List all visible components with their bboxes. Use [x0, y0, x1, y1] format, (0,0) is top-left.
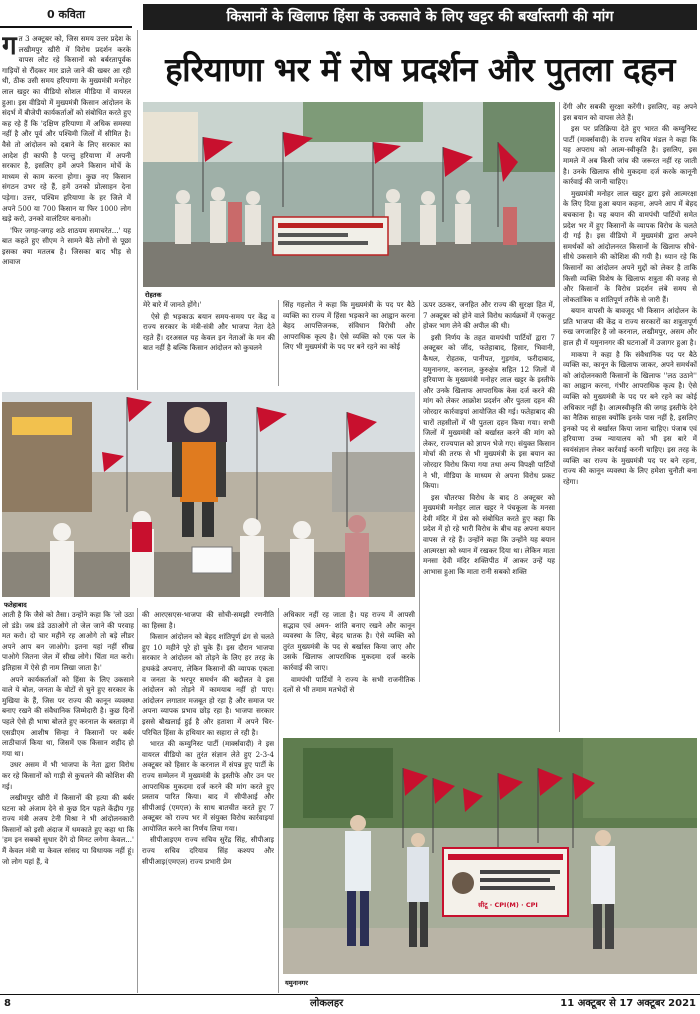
column-rule — [559, 102, 560, 732]
column-label: 0 कविता — [0, 4, 132, 28]
paragraph: देंगी और सबकी सुरक्षा करेंगी। इसलिए, वह अपने इस बयान को वापस लेते हैं। — [563, 102, 697, 122]
photo-yamunanagar — [283, 738, 697, 974]
col3-top-text — [283, 300, 415, 386]
col5-text — [563, 102, 697, 752]
paragraph: इस चौतरफा विरोध के बाद 8 अक्टूबर को मुख्यमंत्री मनोहर लाल खट्टर ने पंचकूला के मनसा देवी मंदिर में प्रेस को संबोधित करते हुए कहा कि प्रदेश में हो रहे भारी विरोध के बीच वह अपना बयान वापस ले रहे हैं। उन्होंने कहा कि उन्होंने यह बयान आत्मरक्षा को ध्यान में रखकर दिया था। लेकिन माता मनसा देवी मंदिर शक्तिपीठ में आकर उन्हें यह आभास हुआ कि माता रानी सबको शक्ति — [423, 492, 555, 576]
column-rule — [278, 300, 279, 386]
paragraph: किसान आंदोलन को बेहद शांतिपूर्ण ढंग से चलते हुए 10 महीने पूरे हो चुके हैं। इस दौरान भाजपा सरकार ने आंदोलन को तोड़ने के लिए हर तरह के हथकंडे अपनाए, लेकिन किसानों की व्यापक एकता व जनता के भरपूर समर्थन की बदौलत वे इस आंदोलन को तोड़ने में कामयाब नहीं हो पाए। आंदोलन लगातार मजबूत हो रहा है और समाज पर अपना व्यापक प्रभाव छोड़ रहा है। भाजपा सरकार इससे बौखलाई हुई है और हताशा में अपने चिर-परिचित हिंसा के हथियार का सहारा ले रही है। — [142, 632, 274, 737]
col1-top-text — [2, 34, 131, 388]
paragraph: 'फिर जगह-जगह शठे शाठयम समाचरेत...' यह बात कहते हुए सीएम ने सामने बैठे लोगों से पूछा इसका क्या मतलब है। जिसका बाद भीड़ से आवाज — [2, 225, 131, 267]
paragraph: उधर असम में भी भाजपा के नेता द्वारा विरोध कर रहे किसानों को गाड़ी से कुचलने की कोशिश की गई। — [2, 760, 134, 791]
paragraph: ऊपर उठकर, जनहित और राज्य की सुरक्षा हित में, 7 अक्टूबर को होने वाले विरोध कार्यक्रमों में एकजुट होकर भाग लेने की अपील की थी। — [423, 300, 555, 331]
paragraph: सीपीआइएम राज्य सचिव सुरेंद्र सिंह, सीपीआइ राज्य सचिव दरियाव सिंह कश्यप और सीपीआइ(एमएल) राज्य प्रभारी प्रेम — [142, 835, 274, 866]
paragraph: की आरएसएस-भाजपा की सोची-समझी रणनीति का हिस्सा है। — [142, 610, 274, 630]
column-rule — [278, 608, 279, 993]
page-number: 8 — [4, 998, 11, 1009]
photo-rohtak — [143, 102, 555, 287]
paragraph: इस पर प्रतिक्रिया देते हुए भारत की कम्युनिस्ट पार्टी (मार्क्सवादी) के राज्य सचिव मंडल ने कहा कि यह अपराध को आत्म-स्वीकृति है। इसलिए, इस मामले में अब किसी जांच की जरूरत नहीं रह जाती है। उनके खिलाफ सीधे मुकदमा दर्ज करके कानूनी कार्रवाई की जानी चाहिए। — [563, 124, 697, 187]
paragraph: भारत की कम्युनिस्ट पार्टी (मार्क्सवादी) ने इस वायरल वीडियो का तुरंत संज्ञान लेते हुए 2-3-4 अक्टूबर को हिसार के करनाल में संपन्न हुए पार्टी के राज्य सम्मेलन में मुख्यमंत्री के इस्तीफे और उन पर आपराधिक मुकदमा दर्ज करने की मांग करते हुए प्रस्ताव पारित किया। बाद में सीपीआई और सीपीआई (एमएल) के साथ बातचीत करते हुए 7 अक्टूबर को राज्य भर में संयुक्त विरोध कार्रवाइयां आयोजित करने का निर्णय लिया गया। — [142, 739, 274, 833]
paragraph: अपने कार्यकर्ताओं को हिंसा के लिए उकसाने वाले ये बोल, जनता के वोटों से चुने हुए सरकार के मुखिया के हैं, जिस पर राज्य की कानून व्यवस्था बनाए रखने की संवैधानिक जिम्मेदारी है। कुछ दिनों पहले ऐसे ही भाषा बोलते हुए करनाल के बस्ताड़ा में एसडीएम आशीष सिन्हा ने किसानों पर बर्बर लाठीचार्ज किया था, जिसमें एक किसान शहीद हो गया था। — [2, 674, 134, 758]
paragraph: त 3 अक्टूबर को, जिस समय उत्तर प्रदेश के लखीमपुर खीरी में विरोध प्रदर्शन करके वापस लौट रहे किसानों को बर्बरतापूर्वक गाड़ियों से रौंदकर मार डाले जाने की खबर आ रही थी, ठीक उसी समय हरियाणा के मुख्यमंत्री मनोहर लाल खट्टर का वीडियो सोशल मीडिया में वायरल हुआ। इस वीडियो में मुख्यमंत्री किसान आंदोलन के संदर्भ में बीजेपी कार्यकर्ताओं को संबोधित करते हुए कह रहे हैं कि 'दक्षिण हरियाणा में अधिक समस्या नहीं है और पूर्व और पश्चिमी जिलों में सीमित है। वैसे तो आंदोलन को दबाने के लिए सरकार का आदेश ही काफी है परन्तु हरियाणा में अपनी सरकार है, इसलिए हमें अपने किसान मोर्चे के माध्यम से काम करना होगा। कुछ नए किसान संगठन उभर रहे हैं, हमें उनको प्रोत्साहन देना पड़ेगा। उत्तर, पश्चिम हरियाणा के हर जिले में अपने 500 या 700 किसान या फिर 1000 लोग खड़े करो, उनको वालंटियर बनाओ। — [2, 34, 131, 224]
photo-fatehabad — [2, 392, 415, 597]
paragraph: ऐसे ही भड़काऊ बयान समय-समय पर केंद्र व राज्य सरकार के मंत्री-संत्री और भाजपा नेता देते रहते हैं। दरअसल यह केवल इन नेताओं के मन की बात नहीं है बल्कि किसान आंदोलन को कुचलने — [143, 311, 275, 353]
paragraph: आती है कि जैसे को तैसा। उन्होंने कहा कि 'लो उठा लो डंडे। जब डंडे उठाओगे तो जेल जाने की परवाह मत करो। दो चार महीने रह आओगे तो बड़े लीडर अपने आप बन जाओगे। इतना यहां नहीं सीख पाओगे जितना जेल में सीख लोगे। चिंता मत करो। इतिहास में ऐसे ही नाम लिखा जाता है।' — [2, 610, 134, 672]
banner-text: सीटू · CPI(M) · CPI — [478, 901, 538, 909]
page-footer — [0, 994, 700, 1014]
paragraph: मेरे बारे में जानते होंगे।' — [143, 300, 202, 309]
page-headline: हरियाणा भर में रोष प्रदर्शन और पुतला दहन — [165, 50, 675, 89]
paragraph: माकपा ने कहा है कि संवैधानिक पद पर बैठे व्यक्ति का, कानून के खिलाफ जाकर, अपने समर्थकों को आंदोलनकारी किसानों के खिलाफ ''लठ उठाने'' का आह्वान करना, गंभीर आपराधिक कृत्य है। ऐसे व्यक्ति को मुख्यमंत्री के पद पर बने रहने का कोई अधिकार नहीं है। आत्मस्वीकृति की जगह इस्तीफे देने का नैतिक साहस क्योंकि इनके पास नहीं है, इसलिए इनको पद से बर्खास्त किया जाना चाहिए। पंजाब एवं हरियाणा उच्च न्यायालय को भी इस बारे में स्वयंसंज्ञान लेकर कार्रवाई करनी चाहिए। इस तरह के व्यक्ति का राज्य के मुख्यमंत्री पद पर बने रहना, राज्य की कानून व्यवस्था के लिए हमेशा चुनौती बना रहेगा। — [563, 349, 697, 486]
rohtak-protest-image — [143, 102, 555, 287]
paragraph: अधिकार नहीं रह जाता है। यह राज्य में आपसी सद्भाव एवं अमन- शांति बनाए रखने और कानून व्यवस्था के लिए, बेहद घातक है। ऐसे व्यक्ति को तुरंत मुख्यमंत्री के पद से बर्खास्त किया जाए और उसके खिलाफ आपराधिक मुकदमा दर्ज करके कार्रवाई की जाए। — [283, 610, 415, 672]
yamunanagar-march-image — [283, 738, 697, 974]
col2-bottom-text — [142, 610, 274, 992]
fatehabad-effigy-image — [2, 392, 415, 597]
column-rule — [137, 30, 138, 390]
paragraph: इसी निर्णय के तहत वामपंथी पार्टियों द्वारा 7 अक्टूबर को जींद, फतेहाबाद, हिसार, भिवानी, कैथल, रोहतक, पानीपत, गुड़गांव, फरीदाबाद, यमुनानगर, करनाल, कुरुक्षेत्र सहित 12 जिलों में हरियाणा के मुख्यमंत्री मनोहर लाल खट्टर के इस्तीफे और उनके खिलाफ आपराधिक केस दर्ज करने की मांग को लेकर आक्रोश प्रदर्शन और पुतला दहन की जोरदार कार्रवाइयां आयोजित की गई। फतेहाबाद की चारों तहसीलों में भी पुतला दहन किया गया। सभी जिलों में मुख्यमंत्री को बर्खास्त करने की मांग को लेकर, राज्यपाल को ज्ञापन भेजे गए। संयुक्त किसान मोर्चा की तरफ से भी मुख्यमंत्री के इस बयान का जोरदार विरोध किया गया तथा अन्य विपक्षी पार्टियों ने भी, मीडिया के माध्यम से अपना विरोध प्रकट किया। — [423, 332, 555, 491]
column-rule — [419, 300, 420, 682]
col2-top-text — [143, 300, 275, 386]
paragraph: मुख्यमंत्री मनोहर लाल खट्टर द्वारा इसे आत्मरक्षा के लिए दिया हुआ बयान कहना, अपने आप में बेहद बचकाना है। यह बयान की वामपंथी पार्टियों समेत प्रदेश भर में हुए किसानों के व्यापक विरोध के चलते दी गई है। इस वीडियो में मुख्यमंत्री द्वारा अपने समर्थकों को आंदोलनरत किसानों के खिलाफ सीधे-सीधे उकसाने की कोशिश की गयी है। ध्यान रहे कि किसानों का आंदोलन अपने मुद्दों को लेकर है ताकि किसी व्यक्ति विशेष के खिलाफ शत्रुता की वजह से और किसानों के विरोध प्रदर्शन लंबे समय से लोकतांत्रिक व शांतिपूर्ण तरीके से जारी हैं। — [563, 188, 697, 304]
paragraph: सिंह गहलोत ने कहा कि मुख्यमंत्री के पद पर बैठे व्यक्ति का राज्य में हिंसा भड़काने का आह्वान करना बेहद आपत्तिजनक, संविधान विरोधी और आपराधिक कृत्य है। ऐसे व्यक्ति को एक पल के लिए भी मुख्यमंत्री के पद पर बने रहने का कोई — [283, 300, 415, 352]
kicker-strip: किसानों के खिलाफ हिंसा के उकसावे के लिए खट्टर की बर्खास्तगी की मांग — [143, 4, 697, 30]
col3-bottom-text — [283, 610, 415, 734]
drop-cap: ग — [2, 34, 17, 61]
column-rule — [137, 608, 138, 993]
col4-text — [423, 300, 555, 682]
dateline: 11 अक्टूबर से 17 अक्टूबर 2021 — [560, 998, 696, 1009]
paragraph: वामपंथी पार्टियों ने राज्य के सभी राजनीतिक दलों से भी तमाम मतभेदों से — [283, 674, 415, 695]
paragraph: बयान वापसी के बावजूद भी किसान आंदोलन के प्रति भाजपा की केंद्र व राज्य सरकारों का शत्रुतापूर्ण रुख जगजाहिर है जो करनाल, लखीमपुर, असम और हाल ही में यमुनानगर की घटनाओं में उजागर हुआ है। — [563, 306, 697, 348]
paragraph: लखीमपुर खीरी में किसानों की हत्या की बर्बर घटना को अंजाम देने से कुछ दिन पहले केंद्रीय गृह राज्य मंत्री अजय टेनी मिश्रा ने भी आंदोलनकारी किसानों को इसी अंदाज में धमकाते हुए कहा था कि 'हम इन सबको सुधार देंगे दो मिनट लगेगा केवल...' मैं केवल मंत्री या केवल सांसद या विधायक नहीं हूं। जो लोग यहां हैं, वे — [2, 793, 134, 866]
col1-bottom-text — [2, 610, 134, 992]
rohtak-caption: रोहतक — [145, 291, 162, 299]
fatehabad-caption: फतेहाबाद — [4, 601, 27, 609]
yamunanagar-caption: यमुनानगर — [285, 979, 308, 987]
publication-name: लोकलहर — [310, 998, 344, 1009]
